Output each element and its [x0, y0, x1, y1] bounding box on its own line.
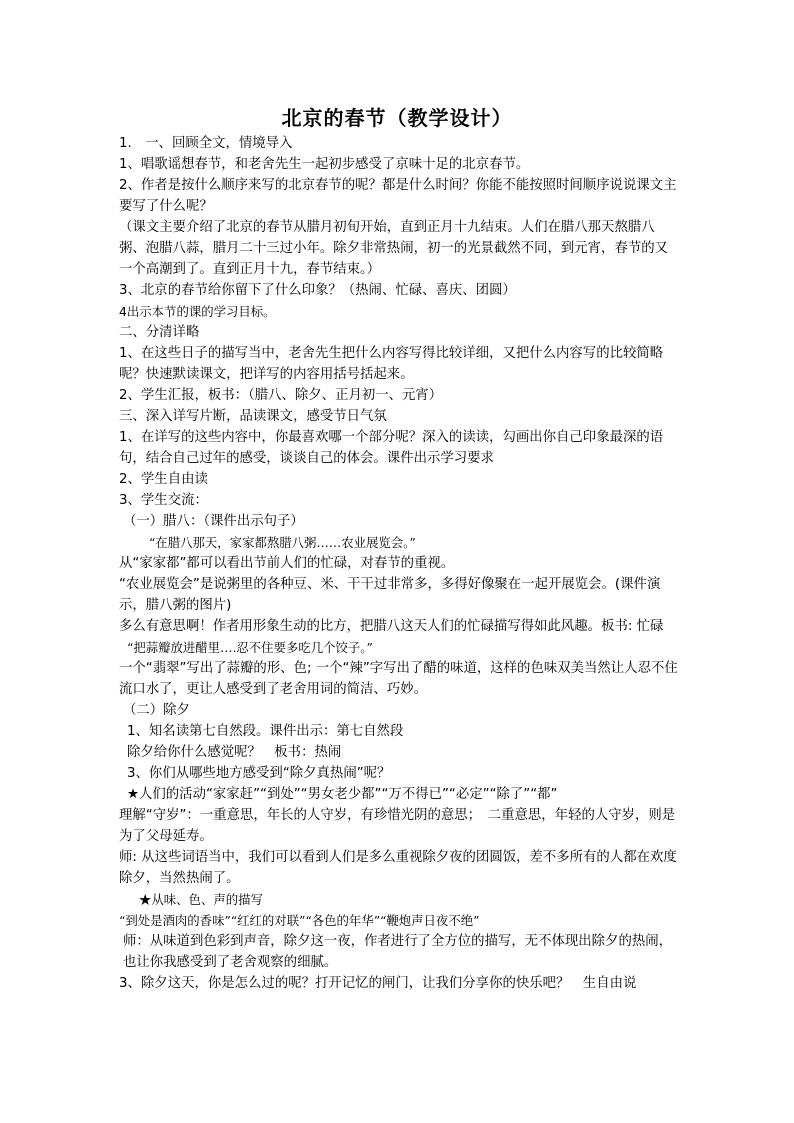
section-heading: 三、深入详写片断，品读课文，感受节日气氛 — [119, 409, 387, 424]
paragraph: 1、在这些日子的描写当中，老舍先生把什么内容写得比较详细，又把什么内容写的比较简略呢？快速默读课文，把详写的内容用括号括起来。 — [119, 346, 664, 382]
paragraph: 师: 从这些词语当中，我们可以看到人们是多么重视除夕夜的团圆饭，差不多所有的人都在欢度除夕，当然热闹了。 — [119, 850, 677, 886]
section-heading: 1. 一、回顾全文，情境导入 — [119, 136, 293, 151]
paragraph: 2、学生自由读 — [119, 472, 208, 487]
document-body — [119, 133, 679, 994]
paragraph: 1、在详写的这些内容中，你最喜欢哪一个部分呢？深入的读读，勾画出你自己印象最深的语句，结合自己过年的感受，谈谈自己的体会。课件出示学习要求 — [119, 430, 664, 466]
paragraph: 2、学生汇报，板书：（腊八、除夕、正月初一、元宵） — [119, 388, 443, 403]
paragraph: 除夕给你什么感觉呢？ 板书：热闹 — [127, 745, 342, 760]
subsection-heading: （二）除夕 — [123, 703, 190, 718]
paragraph: ★人们的活动“家家赶”“到处”“男女老少都”“万不得已”“必定”“除了”“都” — [127, 787, 558, 802]
paragraph: 1、唱歌谣想春节，和老舍先生一起初步感受了京味十足的北京春节。 — [119, 157, 530, 172]
section-heading: 二、分清详略 — [119, 325, 200, 340]
paragraph: 一个“翡翠”写出了蒜瓣的形、色; 一个“辣”字写出了醋的味道，这样的色味双美当然让人忍不住流口水了，更让人感受到了老舍用词的简洁、巧妙。 — [119, 661, 678, 697]
paragraph: ★从味、色、声的描写 — [139, 892, 263, 907]
paragraph: “农业展览会”是说粥里的各种豆、米、干干过非常多，多得好像聚在一起开展览会。(课件演示，腊八粥的图片) — [119, 577, 661, 613]
subsection-heading: （一）腊八：（课件出示句子） — [123, 514, 304, 529]
paragraph: 从“家家都”都可以看出节前人们的忙碌，对春节的重视。 — [119, 556, 455, 571]
paragraph: 3、除夕这天，你是怎么过的呢？打开记忆的闸门，让我们分享你的快乐吧？ 生自由说 — [119, 976, 637, 991]
paragraph: 1、知名读第七自然段。课件出示：第七自然段 — [127, 724, 404, 739]
page-title: 北京的春节（教学设计） — [281, 106, 513, 130]
quote: “到处是酒肉的香味”“红红的对联”“各色的年华”“鞭炮声日夜不绝” — [119, 913, 480, 928]
quote: “把蒜瓣放进醋里….忍不住要多吃几个饺子。” — [127, 640, 373, 655]
paragraph: 2、作者是按什么顺序来写的北京春节的呢？都是什么时间？你能不能按照时间顺序说说课文主要写了什么呢？ — [119, 178, 677, 214]
paragraph: 理解“守岁”：一重意思，年长的人守岁，有珍惜光阴的意思； 二重意思，年轻的人守岁，则是为了父母延寿。 — [119, 808, 676, 844]
paragraph: 师：从味道到色彩到声音，除夕这一夜，作者进行了全方位的描写，无不体现出除夕的热闹，也让你我感受到了老舍观察的细腻。 — [123, 934, 673, 970]
paragraph: 3、你们从哪些地方感受到“除夕真热闹”呢？ — [127, 766, 391, 781]
paragraph: （课文主要介绍了北京的春节从腊月初旬开始，直到正月十九结束。人们在腊八那天熬腊八粥、泡腊八蒜，腊月二十三过小年。除夕非常热闹，初一的光景截然不同，到元宵，春节的又一个高潮到了。直到正月十九，春节结束。） — [119, 220, 669, 277]
paragraph: 3、北京的春节给你留下了什么印象？（热闹、忙碌、喜庆、团圆） — [119, 283, 516, 298]
paragraph: 多么有意思啊！作者用形象生动的比方，把腊八这天人们的忙碌描写得如此风趣。板书: 忙碌 — [119, 619, 664, 634]
paragraph: 3、学生交流： — [119, 493, 208, 508]
paragraph: 4出示本节的课的学习目标。 — [119, 304, 276, 319]
quote: “在腊八那天，家家都熬腊八粥……农业展览会。” — [149, 535, 416, 550]
